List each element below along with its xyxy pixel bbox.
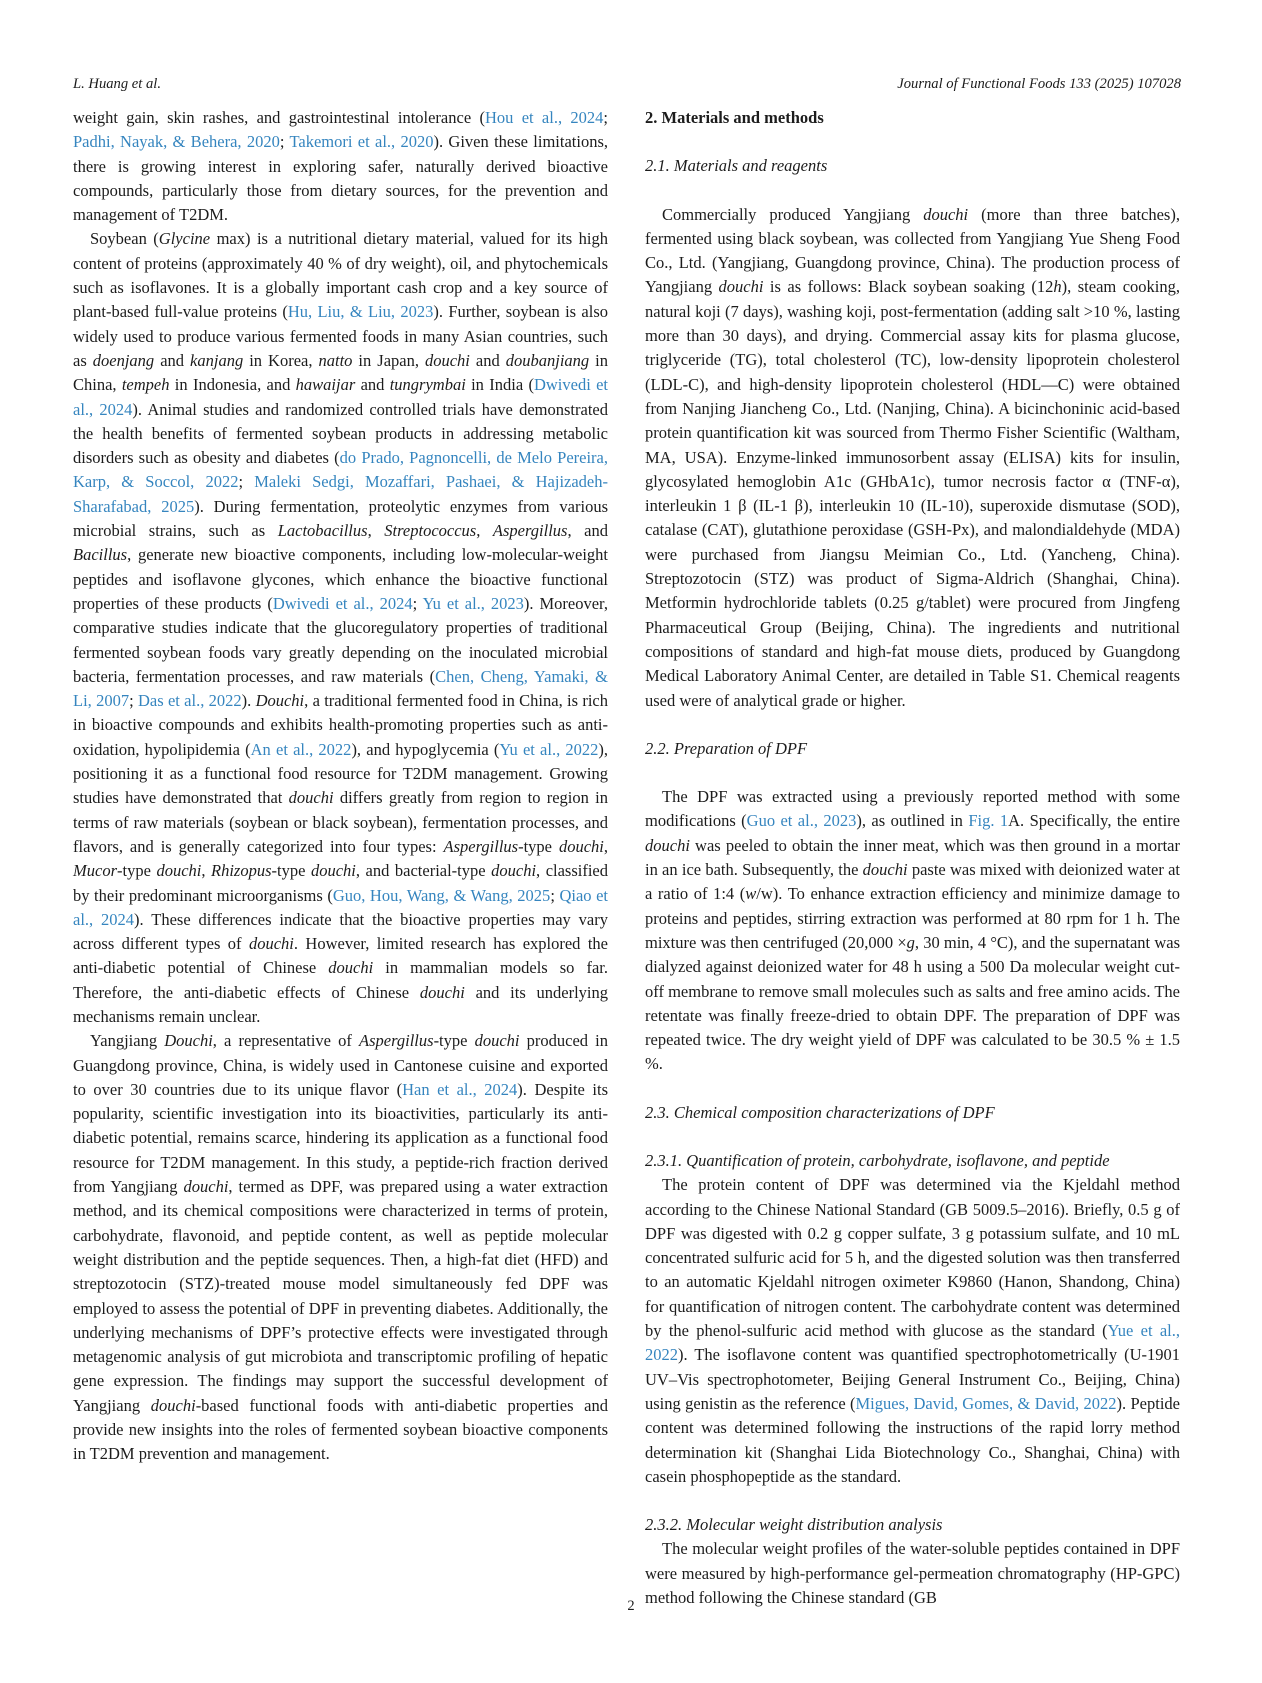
section-heading: 2. Materials and methods: [645, 108, 824, 127]
italic-text: douchi: [310, 861, 356, 881]
text-run: ), positioning it as a functional food resource for T2DM management. Growing studies have demonstrated that: [73, 739, 609, 808]
citation-link[interactable]: Qiao et al., 2024: [73, 885, 608, 929]
citation-link[interactable]: Dwivedi et al., 2024: [73, 375, 608, 419]
citation-link[interactable]: Yue et al., 2022: [645, 1321, 1180, 1365]
text-run: in China,: [73, 350, 608, 395]
italic-text: douchi: [923, 204, 969, 224]
right-column: [645, 106, 1180, 1610]
text-run: in India (: [465, 375, 534, 395]
text-run: ;: [129, 691, 138, 711]
text-run: ). The isoflavone content was quantified spectrophotometrically (U-1901 UV–Vis spectrophotometer, Beijing General Instrument Co., Beijing, China) using genistin as the reference (: [645, 1345, 1180, 1413]
text-run: , classified by their predominant microorganisms (: [73, 861, 609, 905]
text-run: -type: [433, 1031, 475, 1051]
paragraph: [645, 1173, 1180, 1489]
text-run: paste was mixed with deionized water at a ratio of 1:4 (: [645, 860, 1181, 904]
citation-link[interactable]: Fig. 1: [968, 811, 1009, 831]
italic-text: douchi: [328, 958, 374, 978]
italic-text: Aspergillus: [443, 836, 519, 856]
text-run: -type: [117, 861, 157, 881]
citation-link[interactable]: Maleki Sedgi, Mozaffari, Pashaei, & Hajizadeh-Sharafabad, 2025: [73, 472, 608, 516]
citation-link[interactable]: Takemori et al., 2020: [289, 132, 434, 152]
text-run: ;: [603, 108, 609, 127]
italic-text: douchi: [862, 860, 908, 880]
text-run: ), and hypoglycemia (: [351, 739, 500, 759]
citation-link[interactable]: Hu, Liu, & Liu, 2023: [287, 302, 434, 322]
text-run: and: [154, 350, 191, 370]
italic-text: Aspergillus: [492, 521, 568, 541]
text-run: ), as outlined in: [856, 811, 969, 831]
citation-link[interactable]: An et al., 2022: [250, 739, 352, 759]
text-run: , generate new bioactive components, including low-molecular-weight peptides and isoflavone glycones, which enhance the bioactive functional properties of these products (: [73, 545, 608, 613]
page-number: 2: [627, 1598, 635, 1614]
text-run: , and bacterial-type: [355, 861, 492, 881]
running-head-author: L. Huang et al.: [73, 76, 161, 92]
text-run: -type: [271, 861, 311, 881]
italic-text: Rhizopus: [211, 861, 272, 881]
text-run: in Korea,: [243, 350, 319, 370]
text-run: A. Specifically, the entire: [1008, 811, 1181, 831]
text-run: max) is a nutritional dietary material, valued for its high content of proteins (approximately 40 % of dry weight), oil, and phytochemicals such as isoflavones. It is a globally important cash crop and a key source of plant-based full-value proteins (: [73, 229, 608, 322]
text-run: The DPF was extracted using a previously reported method with some modifications (: [645, 787, 1180, 831]
running-head-journal: Journal of Functional Foods 133 (2025) 107028: [897, 76, 1181, 92]
italic-text: tungrymbai: [389, 375, 466, 395]
italic-text: douchi: [156, 861, 202, 881]
text-run: ). Animal studies and randomized controlled trials have demonstrated the health benefits of fermented soybean products in addressing metabolic disorders such as obesity and diabetes (: [73, 399, 608, 468]
running-head: [73, 76, 1181, 93]
text-run: is as follows: Black soybean soaking (12: [763, 277, 1054, 297]
italic-text: Glycine: [158, 229, 211, 249]
text-run: -type: [518, 836, 559, 856]
italic-text: Aspergillus: [359, 1031, 434, 1051]
section-heading: 2.3.2. Molecular weight distribution analysis: [645, 1515, 943, 1535]
italic-text: Douchi: [164, 1031, 213, 1051]
paragraph: [73, 1029, 608, 1466]
text-run: -based functional foods with anti-diabetic properties and provide new insights into the roles of fermented soybean bioactive components in T2DM prevention and management.: [73, 1395, 608, 1464]
italic-text: douchi: [288, 788, 334, 808]
italic-text: douchi: [645, 835, 690, 855]
italic-text: douchi: [558, 836, 604, 856]
text-run: The protein content of DPF was determined via the Kjeldahl method according to the Chinese National Standard (GB 5009.5–2016). Briefly, 0.5 g of DPF was digested with 0.2 g copper sulfate, 3 g potassium sulfate, and 10 mL concentrated sulfuric acid for 5 h, and the digested solution was then transferred to an automatic Kjeldahl nitrogen oximeter K9860 (Hanon, Shandong, China) for quantification of nitrogen content. The carbohydrate content was determined by the phenol-sulfuric acid method with glucose as the standard (: [645, 1175, 1180, 1341]
text-run: ). Peptide content was determined following the instructions of the rapid lorry method determination kit (Shanghai Lida Biotechnology Co., Shanghai, China) with casein phosphopeptide as the standard.: [645, 1393, 1180, 1486]
text-run: in Indonesia, and: [169, 375, 296, 395]
text-run: ;: [412, 593, 423, 613]
italic-text: douchi: [419, 982, 465, 1002]
italic-text: natto: [318, 350, 353, 370]
section-heading: 2.2. Preparation of DPF: [645, 738, 808, 758]
citation-link[interactable]: Guo, Hou, Wang, & Wang, 2025: [332, 885, 551, 905]
paragraph: [645, 785, 1180, 1077]
italic-text: kanjang: [190, 350, 244, 370]
text-run: ).: [241, 691, 256, 711]
italic-text: douchi: [424, 350, 470, 370]
italic-text: Mucor: [73, 861, 117, 881]
text-run: ), steam cooking, natural koji (7 days), washing koji, post-fermentation (adding salt >10 %, lasting more than 30 days), and drying. Commercial assay kits for plasma glucose, triglyceride (TG), total cholesterol (TC), low-density lipoprotein cholesterol (LDL-C), and high-density lipoprotein cholesterol (HDL—C) were obtained from Nanjing Jiancheng Co., Ltd. (Nanjing, China). A bicinchoninic acid-based protein quantification kit was sourced from Thermo Fisher Scientific (Waltham, MA, USA). Enzyme-linked immunosorbent assay (ELISA) kits for insulin, glycosylated hemoglobin A1c (GHbA1c), tumor necrosis factor α (TNF-α), interleukin 1 β (IL-1 β), interleukin 10 (IL-10), superoxide dismutase (SOD), catalase (CAT), glutathione peroxidase (GSH-Px), and malondialdehyde (MDA) were purchased from Jiangsu Meimian Co., Ltd. (Yancheng, China). Streptozotocin (STZ) was product of Sigma-Aldrich (Shanghai, China). Metformin hydrochloride tablets (0.25 g/tablet) were procured from Jingfeng Pharmaceutical Group (Beijing, China). The ingredients and nutritional compositions of standard and high-fat mouse diets, produced by Guangdong Medical Laboratory Animal Center, are detailed in Table S1. Chemical reagents used were of analytical grade or higher.: [645, 277, 1180, 710]
citation-link[interactable]: Das et al., 2022: [137, 691, 242, 711]
italic-text: douchi: [491, 861, 537, 881]
text-run: , termed as DPF, was prepared using a water extraction method, and its chemical compositions were characterized in terms of protein, carbohydrate, flavonoid, and peptide content, as well as peptide molecular weight distribution and the peptide sequences. Then, a high-fat diet (HFD) and streptozotocin (STZ)-treated mouse model simultaneously fed DPF was employed to assess the potential of DPF in preventing diabetes. Additionally, the underlying mechanisms of DPF’s protective effects were investigated through metagenomic analysis of gut microbiota and transcriptomic profiling of hepatic gene expression. The findings may support the successful development of Yangjiang: [73, 1177, 609, 1415]
text-run: and its underlying mechanisms remain unclear.: [73, 982, 608, 1026]
text-run: ). Further, soybean is also widely used to produce various fermented foods in many Asian countries, such as: [73, 302, 609, 370]
citation-link[interactable]: Padhi, Nayak, & Behera, 2020: [73, 132, 280, 152]
text-run: ,: [476, 521, 493, 541]
italic-text: douchi: [248, 934, 294, 954]
text-run: and: [469, 350, 506, 370]
italic-text: douchi: [718, 277, 764, 297]
text-run: , a traditional fermented food in China, is rich in bioactive compounds and exhibits health-promoting properties such as anti-oxidation, hypolipidemia (: [73, 691, 608, 759]
italic-text: douchi: [183, 1177, 229, 1197]
citation-link[interactable]: do Prado, Pagnoncelli, de Melo Pereira, Karp, & Soccol, 2022: [73, 448, 608, 492]
text-run: weight gain, skin rashes, and gastrointestinal intolerance (: [73, 108, 485, 127]
text-run: produced in Guangdong province, China, is widely used in Cantonese cuisine and exported to over 30 countries due to its unique flavor (: [73, 1031, 608, 1099]
citation-link[interactable]: Hou et al., 2024: [484, 108, 604, 127]
citation-link[interactable]: Han et al., 2024: [402, 1079, 518, 1099]
text-run: ,: [201, 861, 212, 881]
italic-text: Bacillus: [73, 545, 128, 565]
italic-text: doubanjiang: [505, 350, 590, 370]
text-run: , and: [567, 521, 609, 541]
text-run: Commercially produced Yangjiang: [662, 204, 924, 224]
italic-text: h: [1053, 277, 1062, 297]
paragraph: [73, 227, 608, 1029]
paragraph: [73, 106, 608, 227]
text-run: ). Given these limitations, there is growing interest in exploring safer, naturally derived bioactive compounds, particularly those from dietary sources, for the prevention and management of T2DM.: [73, 132, 608, 225]
italic-text: tempeh: [121, 375, 170, 395]
italic-text: Douchi: [255, 691, 305, 711]
italic-text: w: [745, 884, 757, 904]
italic-text: hawaijar: [295, 375, 356, 395]
text-run: . However, limited research has explored the anti-diabetic potential of Chinese: [73, 934, 609, 978]
section-heading: 2.3. Chemical composition characterizations of DPF: [645, 1102, 995, 1122]
italic-text: Streptococcus: [384, 521, 477, 541]
italic-text: douchi: [474, 1031, 520, 1051]
text-run: (more than three batches), fermented using black soybean, was collected from Yangjiang Yue Sheng Food Co., Ltd. (Yangjiang, Guangdong province, China). The production process of Yangjiang: [645, 204, 1180, 297]
text-run: ). These differences indicate that the bioactive properties may vary across different types of: [73, 909, 608, 954]
text-run: ,: [603, 836, 608, 856]
section-heading: 2.1. Materials and reagents: [645, 156, 828, 176]
italic-text: Lactobacillus: [277, 521, 368, 541]
text-run: /w). To enhance extraction efficiency and minimize damage to proteins and peptides, stirring extraction was performed at 80 rpm for 1 h. The mixture was then centrifuged (20,000 ×: [645, 884, 1180, 952]
paragraph: [645, 203, 1180, 713]
section-heading: 2.3.1. Quantification of protein, carbohydrate, isoflavone, and peptide: [645, 1150, 1110, 1170]
citation-link[interactable]: Dwivedi et al., 2024: [272, 593, 413, 613]
text-run: in Japan,: [352, 350, 425, 370]
text-run: was peeled to obtain the inner meat, which was then ground in a mortar in an ice bath. Subsequently, the: [645, 835, 1180, 880]
text-run: ). Moreover, comparative studies indicate that the glucoregulatory properties of traditional fermented soybean foods vary greatly depending on the inoculated microbial bacteria, fermentation processes, and raw materials (: [73, 593, 608, 686]
text-run: Yangjiang: [90, 1031, 165, 1051]
citation-link[interactable]: Guo et al., 2023: [746, 811, 857, 831]
citation-link[interactable]: Yu et al., 2023: [422, 593, 524, 613]
text-run: ). During fermentation, proteolytic enzymes from various microbial strains, such as: [73, 496, 608, 541]
text-run: ). Despite its popularity, scientific investigation into its bioactivities, particularly its anti-diabetic potential, remains scarce, hindering its application as a functional food resource for T2DM management. In this study, a peptide-rich fraction derived from Yangjiang: [73, 1079, 608, 1197]
text-run: and: [355, 375, 390, 395]
page-body: [73, 106, 1181, 1610]
text-run: differs greatly from region to region in terms of raw materials (soybean or black soybean), fermentation processes, and flavors, and is generally categorized into four types:: [73, 788, 608, 856]
left-column: [73, 106, 608, 1610]
citation-link[interactable]: Yu et al., 2022: [499, 739, 599, 759]
italic-text: g: [906, 932, 915, 952]
text-run: ,: [367, 521, 385, 541]
text-run: The molecular weight profiles of the water-soluble peptides contained in DPF were measured by high-performance gel-permeation chromatography (HP-GPC) method following the Chinese standard (GB: [645, 1539, 1180, 1608]
text-run: , 30 min, 4 °C), and the supernatant was dialyzed against deionized water for 48 h using a 500 Da molecular weight cut-off membrane to remove small molecules such as salts and free amino acids. The retentate was finally freeze-dried to obtain DPF. The preparation of DPF was repeated twice. The dry weight yield of DPF was calculated to be 30.5 % ± 1.5 %.: [645, 932, 1180, 1074]
text-run: ;: [550, 885, 560, 905]
text-run: ;: [238, 472, 255, 492]
italic-text: douchi: [150, 1395, 196, 1415]
citation-link[interactable]: Chen, Cheng, Yamaki, & Li, 2007: [73, 666, 608, 711]
text-run: in mammalian models so far. Therefore, the anti-diabetic effects of Chinese: [73, 958, 608, 1002]
text-run: ;: [279, 132, 290, 152]
text-run: Soybean (: [90, 229, 159, 249]
text-run: , a representative of: [212, 1031, 359, 1051]
italic-text: doenjang: [92, 350, 155, 370]
citation-link[interactable]: Migues, David, Gomes, & David, 2022: [855, 1393, 1117, 1413]
